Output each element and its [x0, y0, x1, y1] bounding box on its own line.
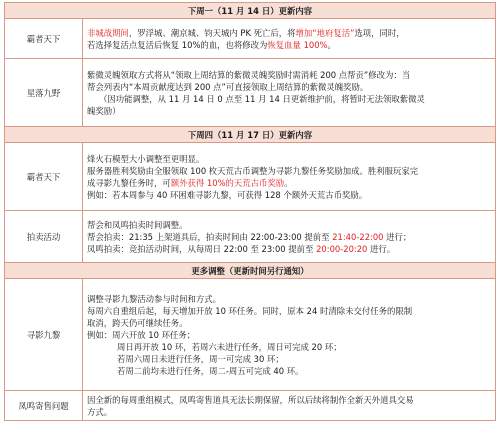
body-text: 例如：若本周参与 40 环困难寻影九黎，可获得 128 个额外天荒古币奖励。 — [87, 189, 368, 200]
highlight-text: 21:40-22:00 — [332, 231, 384, 242]
body-text: 烽火石模型大小调整至更明显。 — [87, 153, 205, 164]
body-text: 紫微灵魄领取方式将从“领取上周结算的紫微灵魄奖励时需消耗 200 点帮贡”修改为：当 — [87, 69, 411, 80]
section-header-more-adjustments: 更多调整（更新时间另行通知） — [5, 263, 496, 279]
category-xunying-jiuli: 寻影九黎 — [5, 279, 83, 391]
body-text: 周日再开放 10 环，若周六未进行任务，周日可完成 20 环； — [117, 341, 342, 352]
highlight-text: 20:00-20:20 — [316, 243, 368, 254]
category-xingluo-jiuye: 星落九野 — [5, 59, 83, 127]
row-description — [83, 279, 496, 391]
body-text: （因功能调整，从 11 月 14 日 0 点至 11 月 14 日更新维护前，将暂时无法领取紫微灵 — [99, 93, 425, 104]
body-text: 例如：周六开放 10 环任务； — [87, 329, 196, 340]
body-text: ，罗浮城、潮京城、钧天城内 PK 死亡后，将 — [128, 27, 296, 38]
body-text: 若周六周日未进行任务，周一可完成 30 环； — [117, 353, 284, 364]
body-text: 魄奖励） — [87, 105, 121, 116]
row-description — [83, 211, 496, 263]
body-text: 帮会和凤鸣拍卖时间调整。 — [87, 219, 188, 230]
body-text: 每周六自重组后起，每天增加开放 10 环任务。同时，原本 24 时清除未交付任务的限制 — [87, 305, 413, 316]
section-header-thursday: 下周四（11 月 17 日）更新内容 — [5, 127, 496, 143]
body-text: 若选择复活点复活后恢复 10%的血，也将修改为 — [87, 39, 268, 50]
section-header-monday: 下周一（11 月 14 日）更新内容 — [5, 3, 496, 19]
body-text: 帮会列表内“本周贡献度达到 200 点”可直接领取上周结算的紫微灵魄奖励。 — [87, 81, 369, 92]
body-text: 取消，跨天仍可继续任务。 — [87, 317, 188, 328]
row-description — [83, 143, 496, 211]
body-text: 凤鸣拍卖：竞拍活动时间，从每周日 22:00 至 23:00 提前至 — [87, 243, 317, 254]
body-text: 帮会拍卖：21:35 上架道具后，拍卖时间由 22:00-23:00 提前至 — [87, 231, 333, 242]
body-text: 。 — [327, 39, 336, 50]
body-text: 。 — [284, 177, 293, 188]
body-text: 进行。 — [367, 243, 396, 254]
category-bazhe-tianxia: 霸者天下 — [5, 19, 83, 59]
highlight-text: 额外获得 10%的天荒古币奖励 — [170, 177, 285, 188]
highlight-text: 非城战期间 — [87, 27, 129, 38]
row-description — [83, 391, 496, 421]
row-description — [83, 19, 496, 59]
body-text: 因全新的每周重组模式，凤鸣寄售道具无法长期保留，所以后续将制作全新天外道具交易 — [87, 394, 414, 405]
highlight-text: 恢复血量 100% — [267, 39, 328, 50]
row-description — [83, 59, 496, 127]
body-text: 成寻影九黎任务时，可 — [87, 177, 171, 188]
body-text: 服务器胜利奖励由全服领取 100 枚天荒古币调整为寻影九黎任务奖励加成。胜利服玩家完 — [87, 165, 419, 176]
highlight-text: 增加“地府复活” — [295, 27, 355, 38]
category-auction-event: 拍卖活动 — [5, 211, 83, 263]
category-fengming-consignment: 凤鸣寄售问题 — [5, 391, 83, 421]
update-notes-table — [4, 2, 496, 421]
category-bazhe-tianxia: 霸者天下 — [5, 143, 83, 211]
body-text: 方式。 — [87, 406, 113, 417]
body-text: 调整寻影九黎活动参与时间和方式。 — [87, 293, 221, 304]
body-text: 选项，同时， — [354, 27, 405, 38]
body-text: 进行； — [383, 231, 412, 242]
body-text: 若周二前均未进行任务，周二-周五可完成 40 环。 — [117, 365, 304, 376]
